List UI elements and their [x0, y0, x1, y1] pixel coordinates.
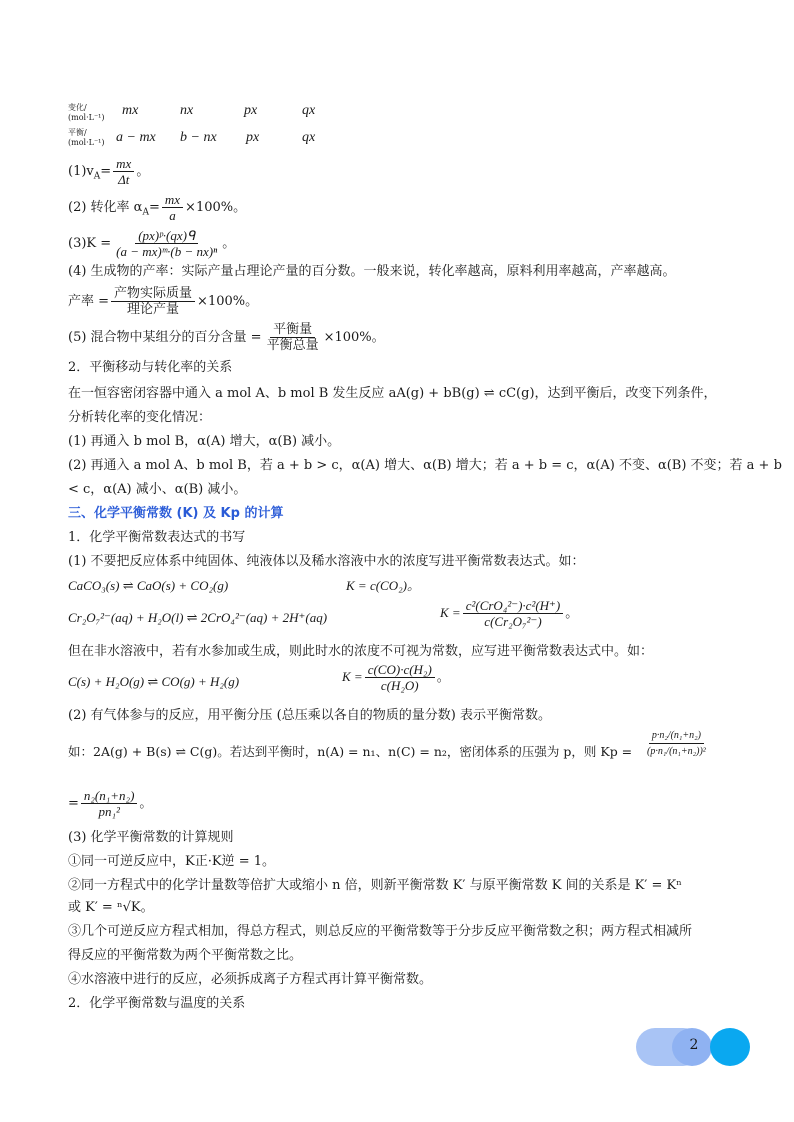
table-cell: a − mx — [116, 130, 156, 145]
formula-yield — [68, 286, 258, 317]
paragraph: 如：2A(g) + B(s) ⇌ C(g)。若达到平衡时，n(A) = n₁、n(C) = n₂，密闭体系的压强为 p，则 Kp = — [68, 744, 633, 759]
denominator: 理论产量 — [127, 302, 180, 317]
formula-text: 。 — [222, 236, 236, 251]
paragraph: (2) 有气体参与的反应，用平衡分压 (总压乘以各自的物质的量分数) 表示平衡常数。 — [68, 708, 551, 723]
row-label: 平衡/ — [68, 128, 87, 137]
numerator: c²(CrO₄²⁻)·c²(H⁺) — [463, 598, 564, 614]
fraction — [113, 228, 220, 259]
paragraph: < c，α(A) 减小、α(B) 减小。 — [68, 482, 247, 497]
paragraph: (1) 再通入 b mol B，α(A) 增大，α(B) 减小。 — [68, 434, 341, 449]
formula-text: 。 — [436, 670, 450, 685]
denominator: (p·n₁/(n₁+n₂))² — [647, 746, 706, 757]
table-row-change — [68, 101, 368, 125]
rule-item: ①同一可逆反应中，K正·K逆 = 1。 — [68, 854, 275, 869]
fraction — [162, 192, 183, 223]
row-label-unit: (mol·L⁻¹) — [68, 113, 105, 122]
numerator: p·n₂/(n₁+n₂) — [649, 728, 704, 744]
denominator: 平衡总量 — [266, 338, 319, 353]
row-label-unit: (mol·L⁻¹) — [68, 138, 105, 147]
numerator: n₂(n₁+n₂) — [81, 788, 138, 804]
formula-text: (2) 转化率 α — [68, 200, 143, 215]
rule-item: 得反应的平衡常数为两个平衡常数之比。 — [68, 948, 303, 963]
formula-percentage — [68, 322, 385, 353]
table-row-equilibrium — [68, 126, 368, 150]
formula-text: 。 — [565, 606, 579, 621]
formula-text: K = — [440, 605, 461, 620]
formula-k — [68, 228, 235, 259]
subsection-title: 1．化学平衡常数表达式的书写 — [68, 530, 246, 545]
table-cell: px — [244, 103, 258, 118]
formula-text: (1)v — [68, 164, 94, 179]
equation-right — [342, 662, 450, 693]
denominator: c(H₂O) — [380, 678, 419, 693]
formula-text: = — [68, 796, 79, 811]
formula-text: (5) 混合物中某组分的百分含量 = — [68, 330, 262, 345]
page-badge-right — [710, 1028, 750, 1066]
numerator: c(CO)·c(H₂) — [365, 662, 435, 678]
equation-right — [440, 598, 578, 629]
denominator: a — [169, 208, 176, 223]
table-cell: qx — [302, 103, 316, 118]
formula-text: K = — [342, 669, 363, 684]
section-heading: 三、化学平衡常数 (K) 及 Kp 的计算 — [68, 506, 284, 521]
page-number: 2 — [689, 1037, 699, 1053]
fraction — [81, 788, 138, 819]
paragraph: 在一恒容密闭容器中通入 a mol A、b mol B 发生反应 aA(g) + bB(g) ⇌ cC(g)，达到平衡后，改变下列条件， — [68, 386, 717, 401]
fraction — [463, 598, 564, 629]
numerator: 平衡量 — [270, 322, 315, 338]
denominator: pn₁² — [98, 804, 120, 819]
formula-text: 产率 = — [68, 294, 110, 309]
denominator: c(Cr₂O₇²⁻) — [484, 614, 542, 629]
rule-item: ③几个可逆反应方程式相加，得总方程式，则总反应的平衡常数等于分步反应平衡常数之积；两方程式相减所 — [68, 924, 693, 939]
row-label: 变化/ — [68, 103, 87, 112]
rule-item: ④水溶液中进行的反应，必须拆成离子方程式再计算平衡常数。 — [68, 972, 433, 987]
numerator: mx — [162, 192, 183, 208]
fraction — [264, 322, 322, 353]
table-cell: px — [246, 130, 260, 145]
rule-item: 或 K′ = ⁿ√K。 — [68, 900, 154, 915]
rule-item: ②同一方程式中的化学计量数等倍扩大或缩小 n 倍，则新平衡常数 K′ 与原平衡常数 K 间的关系是 K′ = Kⁿ — [68, 878, 682, 893]
table-cell: mx — [122, 103, 139, 118]
table-cell: nx — [180, 103, 194, 118]
denominator: (a − mx)ᵐ·(b − nx)ⁿ — [116, 244, 218, 259]
subsection-title: 2．化学平衡常数与温度的关系 — [68, 996, 246, 1011]
subscript: A — [142, 207, 149, 218]
equation-left: CaCO₃(s) ⇌ CaO(s) + CO₂(g) — [68, 578, 229, 593]
formula-text: ×100%。 — [185, 200, 247, 215]
numerator: (px)ᵖ·(qx)ᑫ — [135, 228, 198, 244]
paragraph: (1) 不要把反应体系中纯固体、纯液体以及稀水溶液中水的浓度写进平衡常数表达式。如： — [68, 554, 585, 569]
formula-text: ×100%。 — [323, 330, 385, 345]
formula-text: ×100%。 — [197, 294, 259, 309]
fraction — [644, 728, 709, 759]
numerator: mx — [113, 156, 134, 172]
equation-left: C(s) + H₂O(g) ⇌ CO(g) + H₂(g) — [68, 674, 240, 689]
kp-fraction — [642, 728, 711, 759]
formula-kp-result — [68, 788, 152, 819]
paragraph: 分析转化率的变化情况： — [68, 410, 212, 425]
subscript: A — [93, 171, 101, 182]
section-title: 2．平衡移动与转化率的关系 — [68, 360, 233, 375]
fraction — [365, 662, 435, 693]
paragraph: 但在非水溶液中，若有水参加或生成，则此时水的浓度不可视为常数，应写进平衡常数表达式中。如： — [68, 644, 654, 659]
formula-text: (3)K = — [68, 236, 112, 251]
formula-rate — [68, 156, 149, 187]
numerator: 产物实际质量 — [111, 286, 195, 302]
table-cell: qx — [302, 130, 316, 145]
subsection-title: (3) 化学平衡常数的计算规则 — [68, 830, 234, 845]
paragraph: (4) 生成物的产率：实际产量占理论产量的百分数。一般来说，转化率越高，原料利用率越高，产率越高。 — [68, 264, 676, 279]
table-cell: b − nx — [180, 130, 217, 145]
equation-right: K = c(CO₂)。 — [346, 578, 420, 593]
formula-text: 。 — [136, 164, 150, 179]
formula-text: 。 — [139, 796, 153, 811]
formula-text: = — [148, 200, 160, 215]
paragraph: (2) 再通入 a mol A、b mol B，若 a + b > c，α(A) 增大、α(B) 增大；若 a + b = c，α(A) 不变、α(B) 不变；若 a + b — [68, 458, 782, 473]
fraction — [111, 286, 195, 317]
equation-left: Cr₂O₇²⁻(aq) + H₂O(l) ⇌ 2CrO₄²⁻(aq) + 2H⁺(aq) — [68, 610, 328, 625]
formula-text: = — [100, 164, 112, 179]
formula-conversion — [68, 192, 246, 223]
denominator: Δt — [118, 172, 130, 187]
fraction — [113, 156, 134, 187]
